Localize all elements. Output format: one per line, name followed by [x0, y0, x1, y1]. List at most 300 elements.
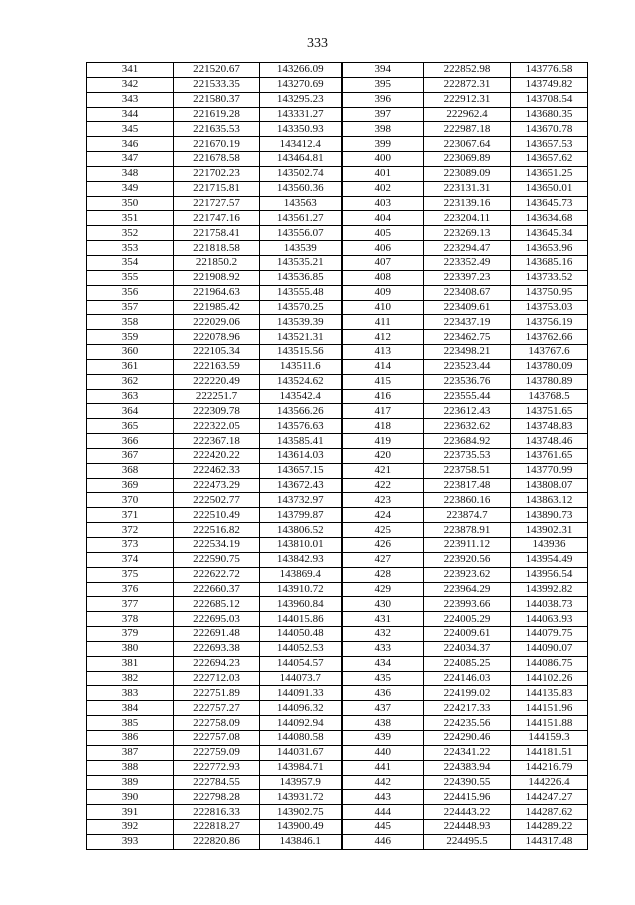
cell-x-coordinate: 224009.61	[424, 627, 511, 642]
cell-y-coordinate: 143556.07	[260, 226, 342, 241]
table-row	[87, 820, 588, 835]
cell-y-coordinate: 143670.78	[511, 122, 588, 137]
cell-y-coordinate: 143761.65	[511, 448, 588, 463]
cell-point-number: 444	[342, 805, 424, 820]
cell-point-number: 408	[342, 270, 424, 285]
cell-x-coordinate: 223735.53	[424, 448, 511, 463]
cell-x-coordinate: 221964.63	[174, 285, 260, 300]
cell-x-coordinate: 222712.03	[174, 671, 260, 686]
cell-point-number: 347	[87, 152, 174, 167]
cell-y-coordinate: 144063.93	[511, 612, 588, 627]
cell-x-coordinate: 222685.12	[174, 597, 260, 612]
cell-y-coordinate: 144102.26	[511, 671, 588, 686]
cell-x-coordinate: 222502.77	[174, 493, 260, 508]
cell-x-coordinate: 223397.23	[424, 270, 511, 285]
cell-y-coordinate: 144181.51	[511, 745, 588, 760]
cell-point-number: 390	[87, 790, 174, 805]
cell-x-coordinate: 224217.33	[424, 701, 511, 716]
table-row	[87, 359, 588, 374]
cell-x-coordinate: 222322.05	[174, 419, 260, 434]
cell-point-number: 346	[87, 137, 174, 152]
cell-point-number: 439	[342, 730, 424, 745]
cell-x-coordinate: 222367.18	[174, 434, 260, 449]
cell-y-coordinate: 143650.01	[511, 181, 588, 196]
cell-point-number: 382	[87, 671, 174, 686]
cell-point-number: 371	[87, 508, 174, 523]
cell-y-coordinate: 143902.75	[260, 805, 342, 820]
cell-x-coordinate: 222852.98	[424, 63, 511, 78]
cell-x-coordinate: 223612.43	[424, 404, 511, 419]
cell-point-number: 440	[342, 745, 424, 760]
table-row	[87, 582, 588, 597]
cell-y-coordinate: 143653.96	[511, 241, 588, 256]
cell-x-coordinate: 221758.41	[174, 226, 260, 241]
cell-point-number: 380	[87, 641, 174, 656]
cell-point-number: 426	[342, 538, 424, 553]
table-row	[87, 255, 588, 270]
cell-x-coordinate: 224005.29	[424, 612, 511, 627]
cell-x-coordinate: 223523.44	[424, 359, 511, 374]
cell-point-number: 395	[342, 77, 424, 92]
cell-point-number: 436	[342, 686, 424, 701]
cell-point-number: 350	[87, 196, 174, 211]
cell-x-coordinate: 223498.21	[424, 345, 511, 360]
table-row	[87, 404, 588, 419]
cell-x-coordinate: 222798.28	[174, 790, 260, 805]
cell-point-number: 438	[342, 716, 424, 731]
cell-y-coordinate: 143748.83	[511, 419, 588, 434]
cell-x-coordinate: 224199.02	[424, 686, 511, 701]
cell-y-coordinate: 143846.1	[260, 834, 342, 849]
cell-x-coordinate: 221850.2	[174, 255, 260, 270]
table-row	[87, 315, 588, 330]
cell-point-number: 422	[342, 478, 424, 493]
cell-point-number: 351	[87, 211, 174, 226]
cell-y-coordinate: 144159.3	[511, 730, 588, 745]
table-row	[87, 300, 588, 315]
cell-x-coordinate: 222772.93	[174, 760, 260, 775]
table-row	[87, 122, 588, 137]
cell-point-number: 428	[342, 567, 424, 582]
cell-y-coordinate: 143645.73	[511, 196, 588, 211]
table-body	[87, 63, 588, 850]
cell-point-number: 388	[87, 760, 174, 775]
cell-point-number: 343	[87, 92, 174, 107]
cell-point-number: 349	[87, 181, 174, 196]
table-row	[87, 241, 588, 256]
cell-y-coordinate: 144135.83	[511, 686, 588, 701]
cell-x-coordinate: 221702.23	[174, 166, 260, 181]
cell-point-number: 344	[87, 107, 174, 122]
cell-y-coordinate: 144050.48	[260, 627, 342, 642]
table-row	[87, 641, 588, 656]
cell-y-coordinate: 143535.21	[260, 255, 342, 270]
cell-point-number: 373	[87, 538, 174, 553]
cell-y-coordinate: 144073.7	[260, 671, 342, 686]
cell-x-coordinate: 223067.64	[424, 137, 511, 152]
cell-y-coordinate: 144151.88	[511, 716, 588, 731]
cell-point-number: 411	[342, 315, 424, 330]
cell-y-coordinate: 143555.48	[260, 285, 342, 300]
table-row	[87, 656, 588, 671]
cell-y-coordinate: 143910.72	[260, 582, 342, 597]
cell-x-coordinate: 223462.75	[424, 330, 511, 345]
cell-point-number: 393	[87, 834, 174, 849]
cell-point-number: 386	[87, 730, 174, 745]
table-row	[87, 270, 588, 285]
table-row	[87, 716, 588, 731]
cell-x-coordinate: 223817.48	[424, 478, 511, 493]
cell-y-coordinate: 143672.43	[260, 478, 342, 493]
cell-x-coordinate: 223555.44	[424, 389, 511, 404]
cell-point-number: 359	[87, 330, 174, 345]
cell-point-number: 354	[87, 255, 174, 270]
cell-y-coordinate: 143561.27	[260, 211, 342, 226]
cell-y-coordinate: 143295.23	[260, 92, 342, 107]
cell-point-number: 419	[342, 434, 424, 449]
cell-point-number: 342	[87, 77, 174, 92]
cell-point-number: 363	[87, 389, 174, 404]
cell-x-coordinate: 222912.31	[424, 92, 511, 107]
cell-point-number: 427	[342, 552, 424, 567]
cell-point-number: 362	[87, 374, 174, 389]
cell-point-number: 375	[87, 567, 174, 582]
cell-x-coordinate: 223408.67	[424, 285, 511, 300]
cell-x-coordinate: 221678.58	[174, 152, 260, 167]
cell-x-coordinate: 222872.31	[424, 77, 511, 92]
cell-point-number: 443	[342, 790, 424, 805]
cell-point-number: 365	[87, 419, 174, 434]
cell-point-number: 441	[342, 760, 424, 775]
table-row	[87, 701, 588, 716]
cell-y-coordinate: 143732.97	[260, 493, 342, 508]
cell-y-coordinate: 143657.62	[511, 152, 588, 167]
table-row	[87, 552, 588, 567]
cell-point-number: 352	[87, 226, 174, 241]
cell-y-coordinate: 143900.49	[260, 820, 342, 835]
cell-y-coordinate: 143751.65	[511, 404, 588, 419]
cell-y-coordinate: 143536.85	[260, 270, 342, 285]
cell-point-number: 415	[342, 374, 424, 389]
table-row	[87, 612, 588, 627]
table-row	[87, 493, 588, 508]
cell-point-number: 392	[87, 820, 174, 835]
cell-y-coordinate: 143524.62	[260, 374, 342, 389]
cell-x-coordinate: 224390.55	[424, 775, 511, 790]
cell-x-coordinate: 222163.59	[174, 359, 260, 374]
cell-point-number: 399	[342, 137, 424, 152]
cell-y-coordinate: 143984.71	[260, 760, 342, 775]
cell-x-coordinate: 223874.7	[424, 508, 511, 523]
cell-point-number: 409	[342, 285, 424, 300]
table-row	[87, 478, 588, 493]
cell-x-coordinate: 221818.58	[174, 241, 260, 256]
cell-x-coordinate: 222590.75	[174, 552, 260, 567]
cell-y-coordinate: 143776.58	[511, 63, 588, 78]
cell-point-number: 361	[87, 359, 174, 374]
table-row	[87, 686, 588, 701]
table-row	[87, 181, 588, 196]
cell-y-coordinate: 143770.99	[511, 463, 588, 478]
cell-x-coordinate: 224448.93	[424, 820, 511, 835]
cell-x-coordinate: 224034.37	[424, 641, 511, 656]
cell-y-coordinate: 144038.73	[511, 597, 588, 612]
cell-x-coordinate: 222516.82	[174, 523, 260, 538]
cell-point-number: 366	[87, 434, 174, 449]
cell-point-number: 385	[87, 716, 174, 731]
cell-point-number: 402	[342, 181, 424, 196]
cell-y-coordinate: 143566.26	[260, 404, 342, 419]
cell-y-coordinate: 143515.56	[260, 345, 342, 360]
cell-point-number: 355	[87, 270, 174, 285]
cell-x-coordinate: 224146.03	[424, 671, 511, 686]
table-row	[87, 775, 588, 790]
cell-x-coordinate: 222420.22	[174, 448, 260, 463]
cell-y-coordinate: 143756.19	[511, 315, 588, 330]
cell-point-number: 348	[87, 166, 174, 181]
cell-y-coordinate: 143869.4	[260, 567, 342, 582]
cell-x-coordinate: 223536.76	[424, 374, 511, 389]
cell-y-coordinate: 144031.67	[260, 745, 342, 760]
cell-y-coordinate: 144054.57	[260, 656, 342, 671]
cell-y-coordinate: 143412.4	[260, 137, 342, 152]
table-row	[87, 567, 588, 582]
cell-x-coordinate: 223139.16	[424, 196, 511, 211]
cell-y-coordinate: 143748.46	[511, 434, 588, 449]
cell-x-coordinate: 222818.27	[174, 820, 260, 835]
cell-y-coordinate: 143563	[260, 196, 342, 211]
cell-x-coordinate: 221580.37	[174, 92, 260, 107]
table-row	[87, 508, 588, 523]
page-number: 333	[307, 36, 328, 51]
cell-point-number: 376	[87, 582, 174, 597]
table-row	[87, 63, 588, 78]
cell-x-coordinate: 221715.81	[174, 181, 260, 196]
cell-point-number: 437	[342, 701, 424, 716]
cell-x-coordinate: 223352.49	[424, 255, 511, 270]
cell-y-coordinate: 143634.68	[511, 211, 588, 226]
cell-point-number: 410	[342, 300, 424, 315]
table-row	[87, 538, 588, 553]
cell-point-number: 379	[87, 627, 174, 642]
cell-y-coordinate: 144086.75	[511, 656, 588, 671]
cell-y-coordinate: 143992.82	[511, 582, 588, 597]
cell-y-coordinate: 143657.15	[260, 463, 342, 478]
cell-y-coordinate: 143780.09	[511, 359, 588, 374]
cell-x-coordinate: 221985.42	[174, 300, 260, 315]
cell-x-coordinate: 221533.35	[174, 77, 260, 92]
cell-point-number: 356	[87, 285, 174, 300]
cell-point-number: 358	[87, 315, 174, 330]
cell-y-coordinate: 143767.6	[511, 345, 588, 360]
cell-point-number: 401	[342, 166, 424, 181]
cell-x-coordinate: 222987.18	[424, 122, 511, 137]
cell-x-coordinate: 222693.38	[174, 641, 260, 656]
cell-y-coordinate: 143570.25	[260, 300, 342, 315]
cell-point-number: 369	[87, 478, 174, 493]
table-row	[87, 211, 588, 226]
cell-x-coordinate: 222510.49	[174, 508, 260, 523]
cell-point-number: 404	[342, 211, 424, 226]
cell-y-coordinate: 143645.34	[511, 226, 588, 241]
cell-point-number: 353	[87, 241, 174, 256]
cell-y-coordinate: 143511.6	[260, 359, 342, 374]
cell-y-coordinate: 143651.25	[511, 166, 588, 181]
cell-x-coordinate: 221908.92	[174, 270, 260, 285]
cell-point-number: 381	[87, 656, 174, 671]
cell-point-number: 412	[342, 330, 424, 345]
table-row	[87, 597, 588, 612]
cell-y-coordinate: 143762.66	[511, 330, 588, 345]
cell-y-coordinate: 143780.89	[511, 374, 588, 389]
cell-x-coordinate: 223632.62	[424, 419, 511, 434]
cell-point-number: 445	[342, 820, 424, 835]
cell-y-coordinate: 143266.09	[260, 63, 342, 78]
cell-x-coordinate: 224290.46	[424, 730, 511, 745]
cell-point-number: 406	[342, 241, 424, 256]
cell-x-coordinate: 222694.23	[174, 656, 260, 671]
cell-y-coordinate: 143954.49	[511, 552, 588, 567]
cell-y-coordinate: 144090.07	[511, 641, 588, 656]
cell-x-coordinate: 222309.78	[174, 404, 260, 419]
cell-point-number: 405	[342, 226, 424, 241]
cell-point-number: 384	[87, 701, 174, 716]
cell-x-coordinate: 222757.27	[174, 701, 260, 716]
cell-x-coordinate: 222758.09	[174, 716, 260, 731]
cell-y-coordinate: 144079.75	[511, 627, 588, 642]
table-row	[87, 523, 588, 538]
cell-y-coordinate: 143753.03	[511, 300, 588, 315]
cell-x-coordinate: 223204.11	[424, 211, 511, 226]
cell-x-coordinate: 222473.29	[174, 478, 260, 493]
cell-x-coordinate: 222784.55	[174, 775, 260, 790]
cell-y-coordinate: 143863.12	[511, 493, 588, 508]
cell-point-number: 442	[342, 775, 424, 790]
cell-y-coordinate: 143750.95	[511, 285, 588, 300]
cell-x-coordinate: 223409.61	[424, 300, 511, 315]
cell-point-number: 397	[342, 107, 424, 122]
cell-point-number: 391	[87, 805, 174, 820]
cell-x-coordinate: 222105.34	[174, 345, 260, 360]
cell-point-number: 370	[87, 493, 174, 508]
cell-y-coordinate: 144052.53	[260, 641, 342, 656]
table-row	[87, 805, 588, 820]
cell-y-coordinate: 143464.81	[260, 152, 342, 167]
cell-x-coordinate: 223294.47	[424, 241, 511, 256]
cell-point-number: 434	[342, 656, 424, 671]
cell-x-coordinate: 223758.51	[424, 463, 511, 478]
cell-point-number: 345	[87, 122, 174, 137]
cell-x-coordinate: 222757.08	[174, 730, 260, 745]
cell-x-coordinate: 223964.29	[424, 582, 511, 597]
table-row	[87, 107, 588, 122]
cell-y-coordinate: 144091.33	[260, 686, 342, 701]
cell-y-coordinate: 144287.62	[511, 805, 588, 820]
cell-y-coordinate: 144080.58	[260, 730, 342, 745]
cell-x-coordinate: 224495.5	[424, 834, 511, 849]
cell-point-number: 435	[342, 671, 424, 686]
cell-x-coordinate: 224235.56	[424, 716, 511, 731]
cell-y-coordinate: 143560.36	[260, 181, 342, 196]
cell-y-coordinate: 143960.84	[260, 597, 342, 612]
cell-point-number: 367	[87, 448, 174, 463]
cell-y-coordinate: 143685.16	[511, 255, 588, 270]
table-row	[87, 345, 588, 360]
cell-x-coordinate: 222078.96	[174, 330, 260, 345]
cell-y-coordinate: 143502.74	[260, 166, 342, 181]
table-row	[87, 671, 588, 686]
cell-y-coordinate: 144216.79	[511, 760, 588, 775]
table-row	[87, 389, 588, 404]
cell-point-number: 418	[342, 419, 424, 434]
cell-x-coordinate: 224085.25	[424, 656, 511, 671]
cell-y-coordinate: 143957.9	[260, 775, 342, 790]
cell-y-coordinate: 144289.22	[511, 820, 588, 835]
cell-point-number: 431	[342, 612, 424, 627]
table-row	[87, 627, 588, 642]
cell-x-coordinate: 222695.03	[174, 612, 260, 627]
cell-x-coordinate: 223069.89	[424, 152, 511, 167]
cell-x-coordinate: 222534.19	[174, 538, 260, 553]
cell-point-number: 413	[342, 345, 424, 360]
cell-x-coordinate: 223993.66	[424, 597, 511, 612]
table-row	[87, 137, 588, 152]
cell-x-coordinate: 221619.28	[174, 107, 260, 122]
cell-point-number: 430	[342, 597, 424, 612]
cell-y-coordinate: 143576.63	[260, 419, 342, 434]
cell-x-coordinate: 222029.06	[174, 315, 260, 330]
cell-y-coordinate: 143931.72	[260, 790, 342, 805]
cell-y-coordinate: 144317.48	[511, 834, 588, 849]
table-row	[87, 330, 588, 345]
cell-y-coordinate: 144096.32	[260, 701, 342, 716]
cell-y-coordinate: 143539	[260, 241, 342, 256]
cell-x-coordinate: 224341.22	[424, 745, 511, 760]
cell-point-number: 396	[342, 92, 424, 107]
cell-x-coordinate: 223684.92	[424, 434, 511, 449]
cell-y-coordinate: 143806.52	[260, 523, 342, 538]
cell-point-number: 400	[342, 152, 424, 167]
cell-x-coordinate: 224415.96	[424, 790, 511, 805]
cell-y-coordinate: 143936	[511, 538, 588, 553]
cell-y-coordinate: 143680.35	[511, 107, 588, 122]
cell-y-coordinate: 144015.86	[260, 612, 342, 627]
cell-point-number: 387	[87, 745, 174, 760]
table-row	[87, 419, 588, 434]
cell-x-coordinate: 221747.16	[174, 211, 260, 226]
table-row	[87, 745, 588, 760]
coordinates-table	[86, 62, 588, 850]
cell-x-coordinate: 223911.12	[424, 538, 511, 553]
cell-x-coordinate: 224383.94	[424, 760, 511, 775]
cell-y-coordinate: 143890.73	[511, 508, 588, 523]
cell-x-coordinate: 223878.91	[424, 523, 511, 538]
cell-point-number: 341	[87, 63, 174, 78]
cell-y-coordinate: 143350.93	[260, 122, 342, 137]
cell-point-number: 372	[87, 523, 174, 538]
cell-y-coordinate: 144247.27	[511, 790, 588, 805]
cell-y-coordinate: 143799.87	[260, 508, 342, 523]
table-row	[87, 790, 588, 805]
table-row	[87, 760, 588, 775]
cell-point-number: 417	[342, 404, 424, 419]
cell-point-number: 407	[342, 255, 424, 270]
cell-y-coordinate: 143733.52	[511, 270, 588, 285]
cell-x-coordinate: 222660.37	[174, 582, 260, 597]
cell-y-coordinate: 143956.54	[511, 567, 588, 582]
cell-y-coordinate: 143768.5	[511, 389, 588, 404]
cell-point-number: 423	[342, 493, 424, 508]
